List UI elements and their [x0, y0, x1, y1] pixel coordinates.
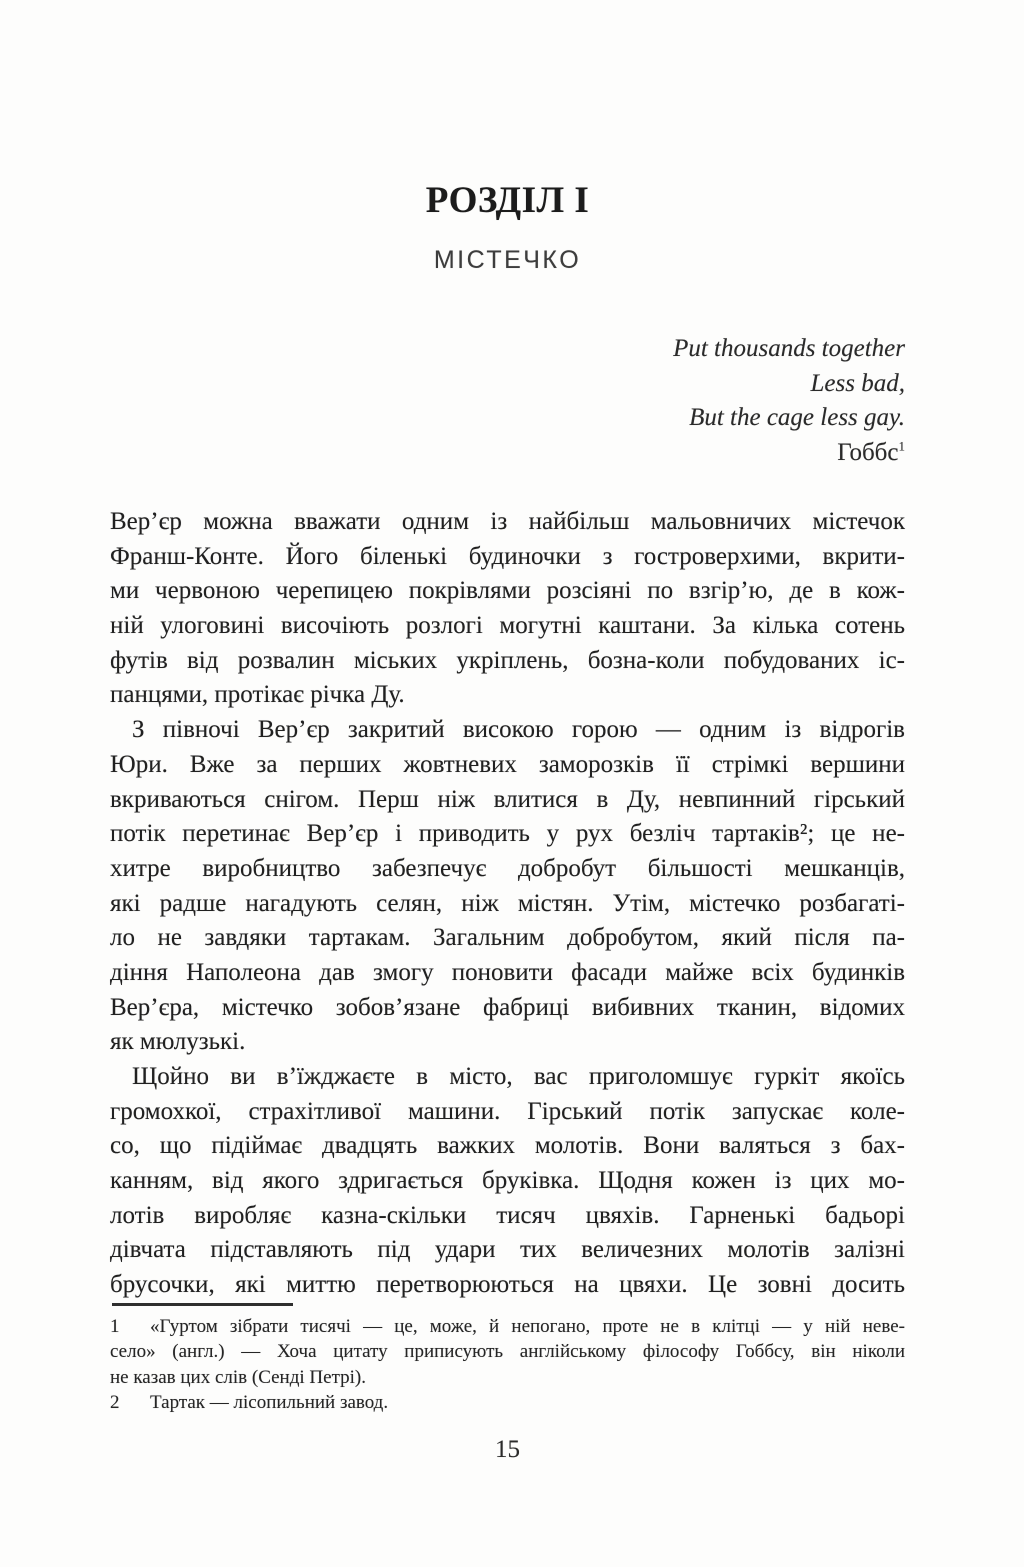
footnote-line: село» (англ.) — Хоча цитату приписують англійському філософу Гоббсу, він ніколи	[110, 1341, 905, 1363]
epigraph-attribution	[110, 436, 905, 471]
text-line: ми червоною черепицею покрівлями розсіяні по взгір’ю, де в кож-	[110, 577, 905, 605]
footnote-marker: 1	[110, 1316, 120, 1337]
footnote-ref-1: 1	[898, 438, 905, 454]
chapter-title: РОЗДІЛ I	[425, 180, 590, 221]
text-line: як мюлузькі.	[110, 1028, 246, 1056]
epigraph-line: Put thousands together	[673, 335, 905, 362]
footnote-line	[110, 1314, 905, 1339]
footnote-text: Тартак — лісопильний завод.	[150, 1391, 389, 1413]
text-line: лотів виробляє казна-скільки тисяч цвяхів. Гарненькі бадьорі	[110, 1201, 905, 1229]
footnote-separator	[112, 1303, 293, 1306]
epigraph-line: But the cage less gay.	[689, 404, 905, 431]
text-line: ло не завдяки тартакам. Загальним добробутом, який після па-	[110, 924, 905, 952]
text-line: потік перетинає Вер’єр і приводить у рух безліч тартаків²; це не-	[110, 820, 905, 848]
epigraph-attribution-name: Гоббс	[837, 438, 899, 466]
epigraph-lines	[110, 332, 905, 436]
text-line: громохкої, страхітливої машини. Гірський потік запускає коле-	[110, 1097, 905, 1125]
text-line: дівчата підставляють під удари тих величезних молотів залізні	[110, 1236, 905, 1264]
text-line: со, що підіймає двадцять важких молотів. Вони валяться з бах-	[110, 1132, 905, 1160]
text-line: ній улоговині височіють розлогі могутні каштани. За кілька сотень	[110, 612, 905, 640]
text-line: Щойно ви в’їжджаєте в місто, вас приголомшує гуркіт якоїсь	[132, 1063, 905, 1090]
epigraph-line: Less bad,	[810, 369, 905, 397]
text-line: брусочки, які миттю перетворюються на цвяхи. Це зовні досить	[110, 1271, 905, 1299]
footnote-line	[110, 1390, 905, 1415]
text-line: Юри. Вже за перших жовтневих заморозків її стрімкі вершини	[110, 750, 905, 778]
text-line: вкриваються снігом. Перш ніж влитися в Ду, невпинний гірський	[110, 785, 905, 813]
page-number: 15	[495, 1436, 520, 1463]
footnote-text: «Гуртом зібрати тисячі — це, може, й непогано, проте не в клітці — у ній неве-	[150, 1316, 905, 1337]
text-line: хитре виробництво забезпечує добробут більшості мешканців,	[110, 854, 905, 882]
epigraph	[110, 332, 905, 470]
text-line: Вер’єра, містечко зобов’язане фабриці вибивних тканин, відомих	[110, 993, 905, 1021]
text-line: Вер’єр можна вважати одним із найбільш мальовничих містечок	[110, 508, 905, 535]
text-line: футів від розвалин міських укріплень, бозна-коли побудованих іс-	[110, 646, 905, 674]
footnote-marker: 2	[110, 1391, 120, 1413]
text-line: діння Наполеона дав змогу поновити фасади майже всіх будинків	[110, 958, 905, 986]
text-line: Франш-Конте. Його біленькі будиночки з гостроверхими, вкрити-	[110, 542, 905, 570]
body-text	[110, 505, 905, 1303]
text-line: панцями, протікає річка Ду.	[110, 681, 405, 709]
text-line: З півночі Вер’єр закритий високою горою — одним із відрогів	[132, 716, 905, 744]
text-line: канням, від якого здригається бруківка. Щодня кожен із цих мо-	[110, 1167, 905, 1195]
chapter-subtitle: МІСТЕЧКО	[433, 246, 582, 274]
footnote-line: не казав цих слів (Сенді Петрі).	[110, 1366, 366, 1388]
text-line: які радше нагадують селян, ніж містян. Утім, містечко розбагаті-	[110, 889, 905, 917]
footnotes	[110, 1314, 905, 1415]
